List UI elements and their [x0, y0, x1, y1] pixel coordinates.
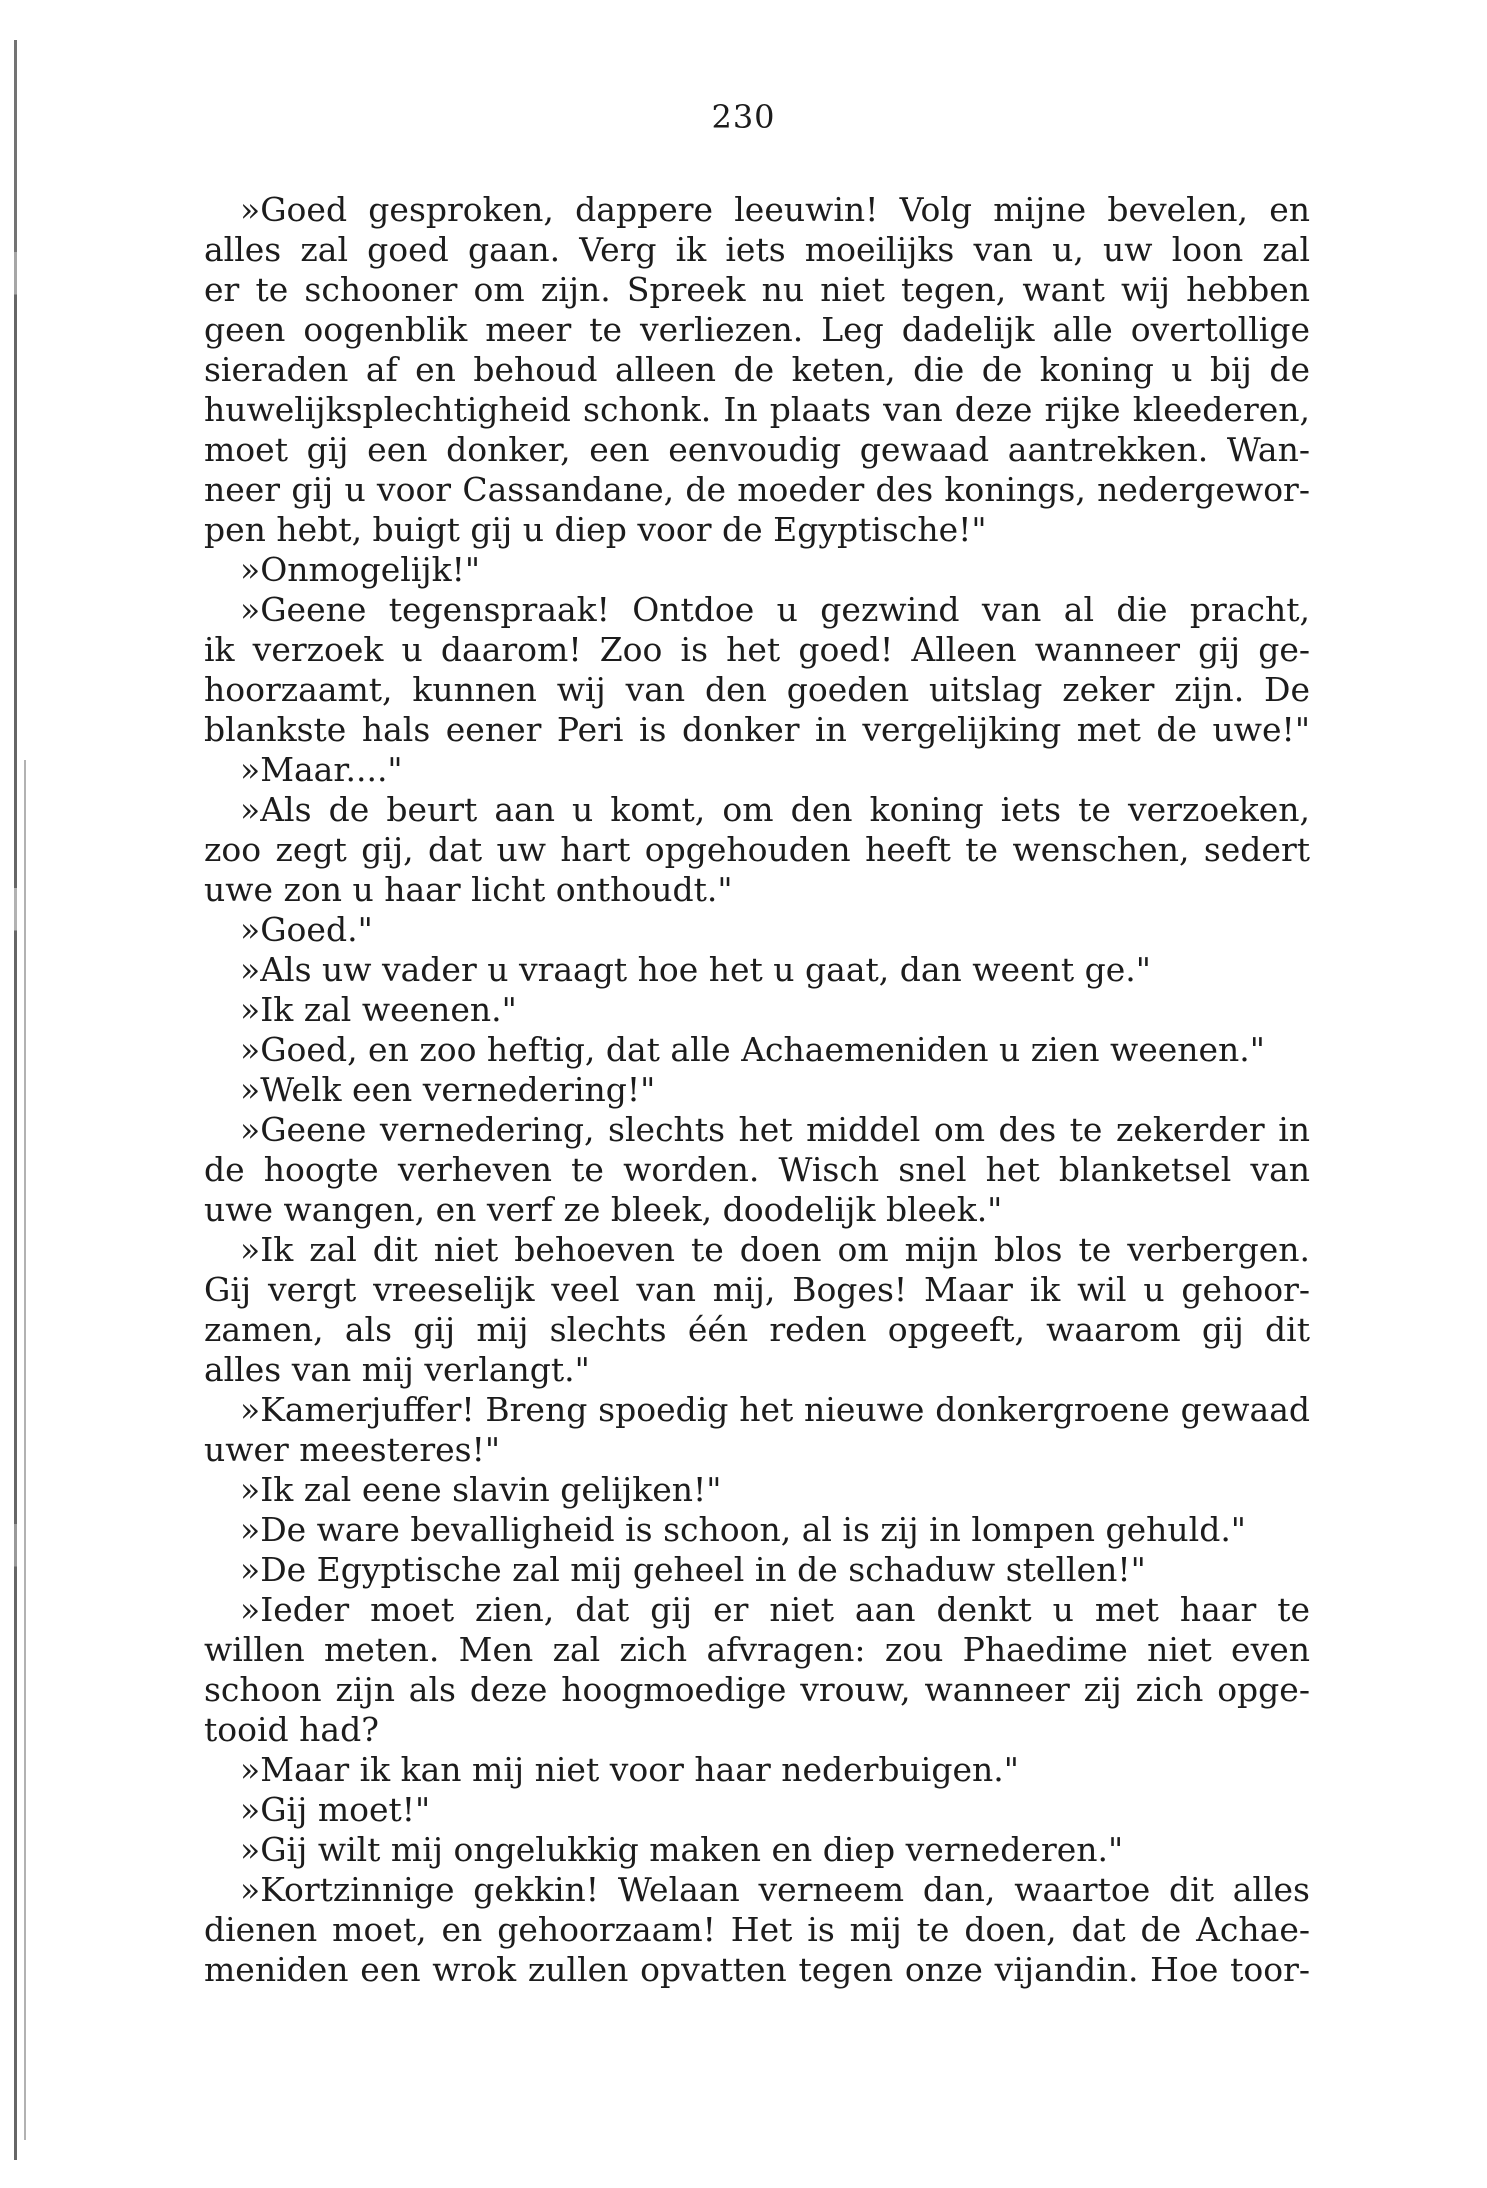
text-line: alles zal goed gaan. Verg ik iets moeilijks van u, uw loon zal	[204, 230, 1310, 269]
binding-shadow-line	[14, 40, 17, 2160]
page-number: 230	[711, 98, 776, 136]
text-line: blankste hals eener Peri is donker in vergelijking met de uwe!"	[204, 710, 1310, 749]
text-line: »Maar...."	[240, 750, 403, 789]
text-line: geen oogenblik meer te verliezen. Leg dadelijk alle overtollige	[204, 310, 1310, 349]
text-line: »Ik zal dit niet behoeven te doen om mijn blos te verbergen.	[240, 1230, 1310, 1269]
text-line: »De ware bevalligheid is schoon, al is zij in lompen gehuld."	[240, 1510, 1246, 1549]
text-line: »Goed gesproken, dappere leeuwin! Volg mijne bevelen, en	[240, 190, 1310, 229]
body-text	[204, 190, 1310, 1990]
text-line: »Welk een vernedering!"	[240, 1070, 656, 1109]
binding-shadow-line-secondary	[24, 760, 26, 2140]
text-line: »Ieder moet zien, dat gij er niet aan denkt u met haar te	[240, 1590, 1310, 1629]
text-line: »Goed."	[240, 910, 373, 949]
text-line: zamen, als gij mij slechts één reden opgeeft, waarom gij dit	[204, 1310, 1310, 1349]
text-line: »Maar ik kan mij niet voor haar nederbuigen."	[240, 1750, 1019, 1789]
text-line: »Kortzinnige gekkin! Welaan verneem dan, waartoe dit alles	[240, 1870, 1310, 1909]
text-line: »Goed, en zoo heftig, dat alle Achaemeniden u zien weenen."	[240, 1030, 1265, 1069]
text-line: zoo zegt gij, dat uw hart opgehouden heeft te wenschen, sedert	[204, 830, 1310, 869]
text-line: »Als de beurt aan u komt, om den koning iets te verzoeken,	[240, 790, 1310, 829]
text-line: »Gij wilt mij ongelukkig maken en diep vernederen."	[240, 1830, 1124, 1869]
text-line: moet gij een donker, een eenvoudig gewaad aantrekken. Wan-	[204, 430, 1310, 469]
text-line: »Als uw vader u vraagt hoe het u gaat, dan weent ge."	[240, 950, 1151, 989]
text-line: de hoogte verheven te worden. Wisch snel het blanketsel van	[204, 1150, 1310, 1189]
text-line: »Geene vernedering, slechts het middel om des te zekerder in	[240, 1110, 1310, 1149]
text-line: »Geene tegenspraak! Ontdoe u gezwind van al die pracht,	[240, 590, 1310, 629]
text-line: ik verzoek u daarom! Zoo is het goed! Alleen wanneer gij ge-	[204, 630, 1310, 669]
text-line: er te schooner om zijn. Spreek nu niet tegen, want wij hebben	[204, 270, 1310, 309]
text-line: Gij vergt vreeselijk veel van mij, Boges! Maar ik wil u gehoor-	[204, 1270, 1310, 1309]
text-line: dienen moet, en gehoorzaam! Het is mij te doen, dat de Achae-	[204, 1910, 1310, 1949]
text-line: »Gij moet!"	[240, 1790, 431, 1829]
text-line: hoorzaamt, kunnen wij van den goeden uitslag zeker zijn. De	[204, 670, 1310, 709]
text-line: pen hebt, buigt gij u diep voor de Egyptische!"	[204, 510, 987, 549]
scan-binding-edge	[0, 0, 38, 2188]
text-line: »Ik zal weenen."	[240, 990, 517, 1029]
text-line: uwe wangen, en verf ze bleek, doodelijk bleek."	[204, 1190, 1003, 1229]
text-line: schoon zijn als deze hoogmoedige vrouw, wanneer zij zich opge-	[204, 1670, 1310, 1709]
text-line: tooid had?	[204, 1710, 379, 1749]
text-line: sieraden af en behoud alleen de keten, die de koning u bij de	[204, 350, 1310, 389]
text-line: »De Egyptische zal mij geheel in de schaduw stellen!"	[240, 1550, 1146, 1589]
text-line: »Kamerjuffer! Breng spoedig het nieuwe donkergroene gewaad	[240, 1390, 1310, 1429]
text-line: willen meten. Men zal zich afvragen: zou Phaedime niet even	[204, 1630, 1310, 1669]
text-line: »Onmogelijk!"	[240, 550, 481, 589]
text-line: meniden een wrok zullen opvatten tegen onze vijandin. Hoe toor-	[204, 1950, 1310, 1989]
text-line: »Ik zal eene slavin gelijken!"	[240, 1470, 722, 1509]
text-line: uwe zon u haar licht onthoudt."	[204, 870, 733, 909]
text-line: uwer meesteres!"	[204, 1430, 501, 1469]
text-line: alles van mij verlangt."	[204, 1350, 590, 1389]
text-line: neer gij u voor Cassandane, de moeder des konings, nedergewor-	[204, 470, 1310, 509]
text-line: huwelijksplechtigheid schonk. In plaats van deze rijke kleederen,	[204, 390, 1310, 429]
